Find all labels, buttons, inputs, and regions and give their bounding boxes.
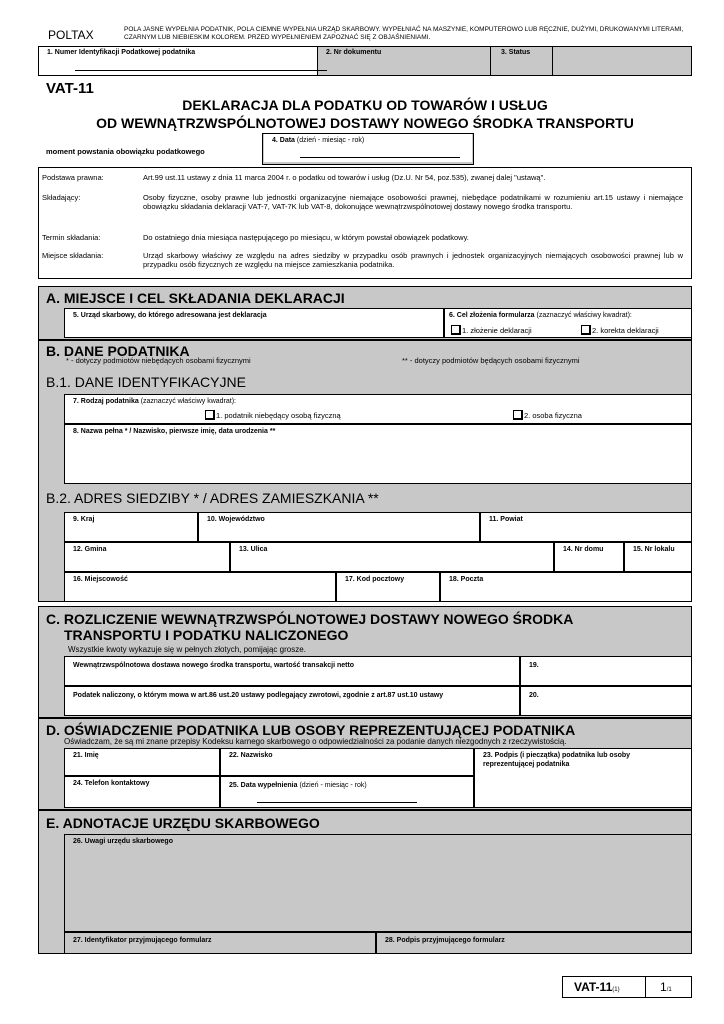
apartment-number-label: 15. Nr lokalu (633, 546, 675, 553)
info-label-filer: Składający: (42, 193, 81, 202)
info-label-place: Miejsce składania: (42, 251, 104, 260)
section-a-title: A. MIEJSCE I CEL SKŁADANIA DEKLARACJI (46, 290, 345, 306)
street-label: 13. Ulica (239, 546, 268, 553)
house-number-field[interactable] (554, 542, 624, 572)
date-label: 4. Data (dzień - miesiąc - rok) (272, 137, 365, 144)
checkbox-natural-person[interactable] (513, 410, 523, 420)
nip-field[interactable] (39, 47, 318, 75)
section-c-note: Wszystkie kwoty wykazuje się w pełnych złotych, pomijając grosze. (68, 645, 306, 654)
street-field[interactable] (230, 542, 554, 572)
status-label: 3. Status (501, 49, 531, 56)
section-d-statement: Oświadczam, że są mi znane przepisy Kodeksu karnego skarbowego o odpowiedzialności za podanie danych niezgodnych z rzeczywistością. (64, 737, 567, 746)
section-e-title: E. ADNOTACJE URZĘDU SKARBOWEGO (46, 815, 320, 831)
purpose-opt-2[interactable]: 2. korekta deklaracji (581, 325, 659, 335)
signature-field[interactable] (474, 748, 692, 808)
section-d-title: D. OŚWIADCZENIE PODATNIKA LUB OSOBY REPREZENTUJĄCEJ PODATNIKA (46, 722, 576, 738)
input-tax-row (64, 686, 520, 716)
first-name-field[interactable] (64, 748, 220, 776)
last-name-label: 22. Nazwisko (229, 752, 273, 759)
info-label-deadline: Termin składania: (42, 233, 101, 242)
postal-code-field[interactable] (336, 572, 440, 602)
section-b-note-2: ** - dotyczy podmiotów będących osobami fizycznymi (402, 356, 580, 365)
taxpayer-type-opt-2[interactable]: 2. osoba fizyczna (513, 410, 582, 420)
info-text-filer: Osoby fizyczne, osoby prawne lub jednostki organizacyjne niemające osobowości prawnej, niebędące podatnikami w rozumieniu art.15 ustawy i niemające obowiązku składania deklaracji VAT-7, VAT-7K lub VAT-8, dokonujące wewnątrzwspólnotowej dostawy nowego środka transportu. (143, 193, 683, 211)
post-office-field[interactable] (440, 572, 692, 602)
fill-date-field[interactable] (220, 776, 474, 808)
doc-number-label: 2. Nr dokumentu (326, 49, 382, 56)
last-name-field[interactable] (220, 748, 474, 776)
date-boxes (300, 152, 460, 158)
office-notes-label: 26. Uwagi urzędu skarbowego (73, 838, 173, 845)
receiver-signature-label: 28. Podpis przyjmującego formularz (385, 937, 505, 944)
footer-form-code: VAT-11(1) (574, 980, 620, 994)
post-office-label: 18. Poczta (449, 576, 484, 583)
receiver-signature-field (376, 932, 692, 954)
field-19-number: 19. (529, 662, 539, 669)
field-20-number: 20. (529, 692, 539, 699)
brand: POLTAX (48, 28, 94, 42)
first-name-label: 21. Imię (73, 752, 99, 759)
net-value-label: Wewnątrzwspólnotowa dostawa nowego środka transportu, wartość transakcji netto (73, 662, 355, 669)
net-value-row (64, 656, 520, 686)
section-b2-title: B.2. ADRES SIEDZIBY * / ADRES ZAMIESZKANIA ** (46, 490, 379, 506)
taxpayer-type-label: 7. Rodzaj podatnika (zaznaczyć właściwy kwadrat): (73, 398, 236, 405)
purpose-label: 6. Cel złożenia formularza (zaznaczyć właściwy kwadrat): (449, 312, 632, 319)
nip-boxes (75, 65, 327, 71)
taxpayer-type-field (64, 394, 692, 424)
info-text-legal: Art.99 ust.11 ustawy z dnia 11 marca 2004 r. o podatku od towarów i usług (Dz.U. Nr 54, poz.535), zwanej dalej "ustawą". (143, 173, 546, 182)
tax-office-label: 5. Urząd skarbowy, do którego adresowana jest deklaracja (73, 312, 267, 319)
office-notes-field (64, 834, 692, 932)
phone-field[interactable] (64, 776, 220, 808)
section-b1-title: B.1. DANE IDENTYFIKACYJNE (46, 374, 246, 390)
county-field[interactable] (480, 512, 692, 542)
header-instructions: POLA JASNE WYPEŁNIA PODATNIK, POLA CIEMNE WYPEŁNIA URZĄD SKARBOWY. WYPEŁNIAĆ NA MASZYNIE, KOMPUTEROWO LUB RĘCZNIE, DUŻYMI, DRUKOWANYMI LITERAMI, CZARNYM LUB NIEBIESKIM KOLOREM. PRZED WYPEŁNIENIEM ZAPOZNAĆ SIĘ Z OBJAŚNIENIAMI. (124, 26, 684, 41)
checkbox-non-natural[interactable] (205, 410, 215, 420)
country-label: 9. Kraj (73, 516, 95, 523)
footer-page: 1/1 (660, 980, 672, 994)
voivodeship-field[interactable] (198, 512, 480, 542)
receiver-id-field (64, 932, 376, 954)
input-tax-label: Podatek naliczony, o którym mowa w art.86 ust.20 ustawy podlegający zwrotowi, zgodnie z art.87 ust.10 ustawy (73, 692, 444, 699)
full-name-field[interactable] (64, 424, 692, 484)
moment-label: moment powstania obowiązku podatkowego (46, 147, 205, 156)
city-field[interactable] (64, 572, 336, 602)
full-name-label: 8. Nazwa pełna * / Nazwisko, pierwsze imię, data urodzenia ** (73, 428, 276, 435)
voivodeship-label: 10. Województwo (207, 516, 265, 523)
net-value-field[interactable] (520, 656, 692, 686)
county-label: 11. Powiat (489, 516, 523, 523)
info-text-deadline: Do ostatniego dnia miesiąca następującego po miesiącu, w którym powstał obowiązek podatkowy. (143, 233, 469, 242)
form-title-1: DEKLARACJA DLA PODATKU OD TOWARÓW I USŁUG (182, 97, 548, 113)
purpose-field (444, 308, 692, 338)
country-field[interactable] (64, 512, 198, 542)
info-text-place: Urząd skarbowy właściwy ze względu na adres siedziby w przypadku osób prawnych i jednostek organizacyjnych niemających osobowości prawnej lub w przypadku osób fizycznych ze względu na miejsce zamieszkania podatnika. (143, 251, 683, 269)
section-b-note-1: * - dotyczy podmiotów niebędących osobami fizycznymi (66, 356, 251, 365)
apartment-number-field[interactable] (624, 542, 692, 572)
status-field (490, 46, 553, 76)
commune-label: 12. Gmina (73, 546, 107, 553)
checkbox-correction[interactable] (581, 325, 591, 335)
receiver-id-label: 27. Identyfikator przyjmującego formularz (73, 937, 212, 944)
date-field[interactable] (264, 134, 472, 162)
form-code: VAT-11 (46, 80, 94, 97)
taxpayer-type-opt-1[interactable]: 1. podatnik niebędący osobą fizyczną (205, 410, 341, 420)
signature-label: 23. Podpis (i pieczątka) podatnika lub osoby reprezentującej podatnika (483, 752, 631, 768)
commune-field[interactable] (64, 542, 230, 572)
form-title-2: OD WEWNĄTRZWSPÓLNOTOWEJ DOSTAWY NOWEGO ŚRODKA TRANSPORTU (96, 115, 634, 131)
phone-label: 24. Telefon kontaktowy (73, 780, 150, 787)
postal-code-label: 17. Kod pocztowy (345, 576, 405, 583)
fill-date-boxes (257, 797, 417, 803)
city-label: 16. Miejscowość (73, 576, 128, 583)
input-tax-field[interactable] (520, 686, 692, 716)
info-label-legal: Podstawa prawna: (42, 173, 104, 182)
tax-office-field[interactable] (64, 308, 444, 338)
section-c-title-2: TRANSPORTU I PODATKU NALICZONEGO (64, 627, 349, 643)
house-number-label: 14. Nr domu (563, 546, 604, 553)
footer-divider (645, 976, 646, 998)
section-b-title: B. DANE PODATNIKA (46, 343, 190, 359)
section-c-title-1: C. ROZLICZENIE WEWNĄTRZWSPÓLNOTOWEJ DOSTAWY NOWEGO ŚRODKA (46, 611, 574, 627)
fill-date-label: 25. Data wypełnienia (dzień - miesiąc - rok) (229, 782, 367, 789)
checkbox-submission[interactable] (451, 325, 461, 335)
nip-label: 1. Numer Identyfikacji Podatkowej podatnika (47, 49, 196, 56)
purpose-opt-1[interactable]: 1. złożenie deklaracji (451, 325, 532, 335)
